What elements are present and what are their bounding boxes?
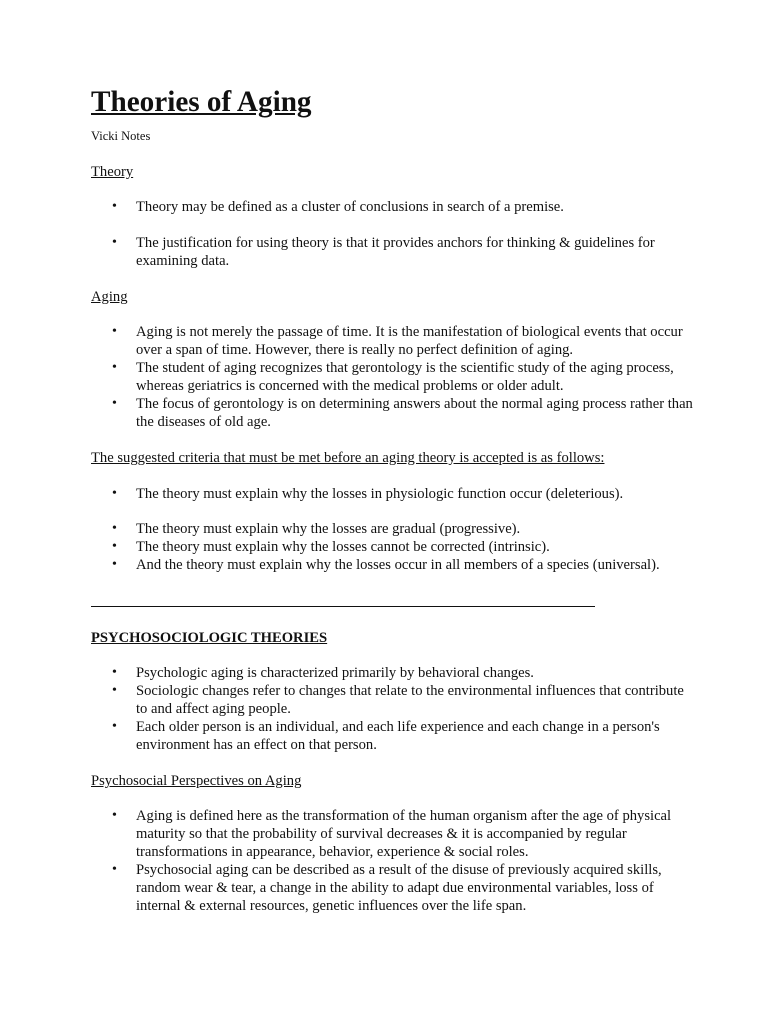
bullet-icon: • [112,360,117,375]
list-item [112,485,696,503]
list-item-text: Sociologic changes refer to changes that relate to the environmental influences that contribute to and affect aging people. [136,683,684,717]
list-item-text: Aging is defined here as the transformation of the human organism after the age of physical maturity so that the probability of survival decreases & it is accompanied by regular transformations in appearance, behavior, experience & social roles. [136,808,672,860]
list-item [112,520,696,538]
bullet-icon: • [112,719,117,734]
bullet-icon: • [112,235,117,250]
list-item-text: Theory may be defined as a cluster of conclusions in search of a premise. [136,199,564,215]
list-item-text: And the theory must explain why the losses occur in all members of a species (universal). [136,557,660,573]
list-item-text: Aging is not merely the passage of time. It is the manifestation of biological events that occur over a span of time. However, there is really no perfect definition of aging. [136,324,683,358]
bullet-icon: • [112,199,117,214]
list-item [112,861,696,915]
list-item [112,556,696,574]
list-item-text: Psychosocial aging can be described as a result of the disuse of previously acquired skills, random wear & tear, a change in the ability to adapt due environmental variables, loss of internal & external resources, genetic influences over the life span. [136,862,662,914]
list-item-text: The student of aging recognizes that gerontology is the scientific study of the aging process, whereas geriatrics is concerned with the medical problems or older adult. [136,360,674,394]
list-item-text: The theory must explain why the losses in physiologic function occur (deleterious). [136,486,624,502]
list-item [112,807,696,861]
list-item-text: The focus of gerontology is on determining answers about the normal aging process rather than the diseases of old age. [136,396,693,430]
bullet-icon: • [112,396,117,411]
bullet-icon: • [112,665,117,680]
author-line: Vicki Notes [91,129,151,143]
list-item [112,682,696,718]
section-heading-aging: Aging [91,289,128,305]
list-item [112,664,696,682]
bullet-icon: • [112,683,117,698]
bullet-icon: • [112,862,117,877]
list-item-text: The theory must explain why the losses are gradual (progressive). [136,521,521,537]
list-item-text: The justification for using theory is that it provides anchors for thinking & guidelines for examining data. [136,235,655,269]
list-item [112,395,696,431]
list-item [112,323,696,359]
list-item [112,359,696,395]
bullet-icon: • [112,539,117,554]
section-heading-psychosociologic: PSYCHOSOCIOLOGIC THEORIES [91,630,328,646]
horizontal-divider [91,606,595,607]
section-heading-perspectives: Psychosocial Perspectives on Aging [91,773,302,789]
bullet-icon: • [112,486,117,501]
document-title: Theories of Aging [91,86,312,118]
list-item-text: Psychologic aging is characterized primarily by behavioral changes. [136,665,534,681]
list-item-text: Each older person is an individual, and each life experience and each change in a person's environment has an effect on that person. [136,719,660,753]
list-item-text: The theory must explain why the losses cannot be corrected (intrinsic). [136,539,550,555]
bullet-icon: • [112,324,117,339]
bullet-icon: • [112,521,117,536]
section-heading-criteria: The suggested criteria that must be met before an aging theory is accepted is as follows: [91,450,605,466]
bullet-icon: • [112,557,117,572]
list-item [112,538,696,556]
list-item [112,234,696,270]
list-item [112,198,696,216]
list-item [112,718,696,754]
bullet-icon: • [112,808,117,823]
section-heading-theory: Theory [91,164,134,180]
